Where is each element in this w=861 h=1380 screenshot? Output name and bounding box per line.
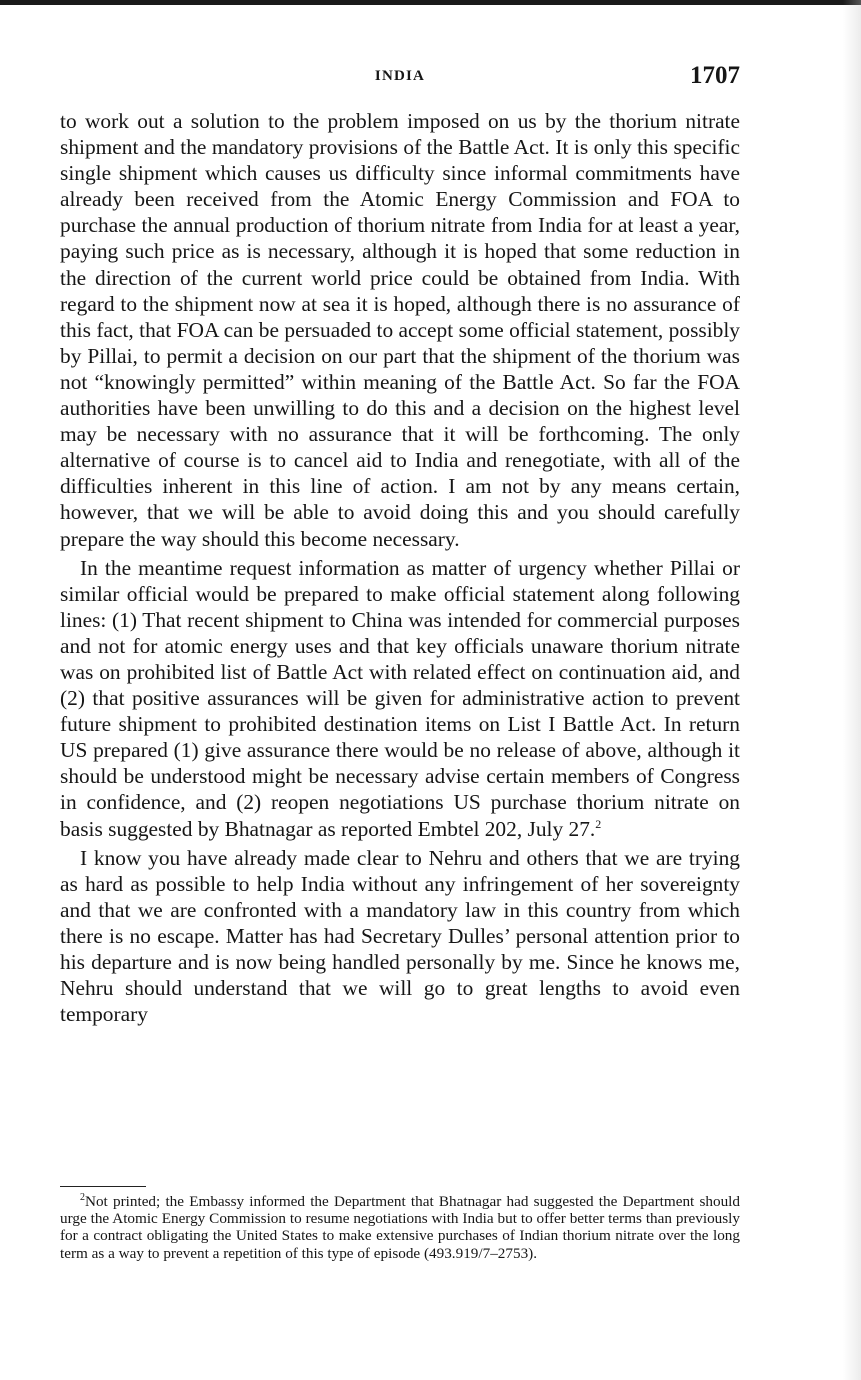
footnote-text: Not printed; the Embassy informed the Department that Bhatnagar had suggested the Department should urge the Atomic Energy Commission to resume negotiations with India but to offer better terms than previously for a contract obligating the United States to make extensive purchases of Indian thorium nitrate over the long term as a way to prevent a repetition of this type of episode (493.919/7–2753). bbox=[60, 1193, 740, 1262]
running-head bbox=[60, 62, 740, 96]
body-text bbox=[60, 108, 740, 1030]
footnote-divider bbox=[60, 1186, 146, 1187]
page-number: 1707 bbox=[690, 62, 740, 89]
footnote bbox=[60, 1193, 740, 1262]
footnote-number: 2 bbox=[80, 1191, 85, 1203]
footnote-reference-mark: 2 bbox=[595, 816, 602, 831]
paragraph-2-text: In the meantime request information as matter of urgency whether Pillai or similar official would be prepared to make official statement along following lines: (1) That recent shipment to China was intended for commercial purposes and not for atomic energy uses and that key officials unaware thorium nitrate was on prohibited list of Battle Act with related effect on continuation aid, and (2) that positive assurances will be given for administrative action to prevent future shipment to prohibited destination items on List I Battle Act. In return US prepared (1) give assurance there would be no release of above, although it should be understood might be necessary advise certain members of Congress in confidence, and (2) reopen negotiations US purchase thorium nitrate on basis suggested by Bhatnagar as reported Embtel 202, July 27. bbox=[60, 555, 740, 841]
paragraph-3: I know you have already made clear to Nehru and others that we are trying as hard as possible to help India without any infringement of her sovereignty and that we are confronted with a mandatory law in this country from which there is no escape. Matter has had Secretary Dulles’ personal attention prior to his departure and is now being handled personally by me. Since he knows me, Nehru should understand that we will go to great lengths to avoid even temporary bbox=[60, 845, 740, 1027]
paragraph-2 bbox=[60, 555, 740, 842]
running-title: INDIA bbox=[374, 68, 426, 84]
page-edge-shadow bbox=[843, 0, 861, 1380]
paragraph-1: to work out a solution to the problem imposed on us by the thorium nitrate shipment and the mandatory provisions of the Battle Act. It is only this specific single shipment which causes us difficulty since informal commitments have already been received from the Atomic Energy Commission and FOA to purchase the annual production of thorium nitrate from India for at least a year, paying such price as is necessary, although it is hoped that some reduction in the direction of the current world price could be obtained from India. With regard to the shipment now at sea it is hoped, although there is no assurance of this fact, that FOA can be persuaded to accept some official statement, possibly by Pillai, to permit a decision on our part that the shipment of the thorium was not “knowingly permitted” within meaning of the Battle Act. So far the FOA authorities have been unwilling to do this and a decision on the highest level may be necessary with no assurance that it will be forthcoming. The only alternative of course is to cancel aid to India and renegotiate, with all of the difficulties inherent in this line of action. I am not by any means certain, however, that we will be able to avoid doing this and you should carefully prepare the way should this become necessary. bbox=[60, 109, 740, 551]
top-border-rule bbox=[0, 0, 861, 5]
